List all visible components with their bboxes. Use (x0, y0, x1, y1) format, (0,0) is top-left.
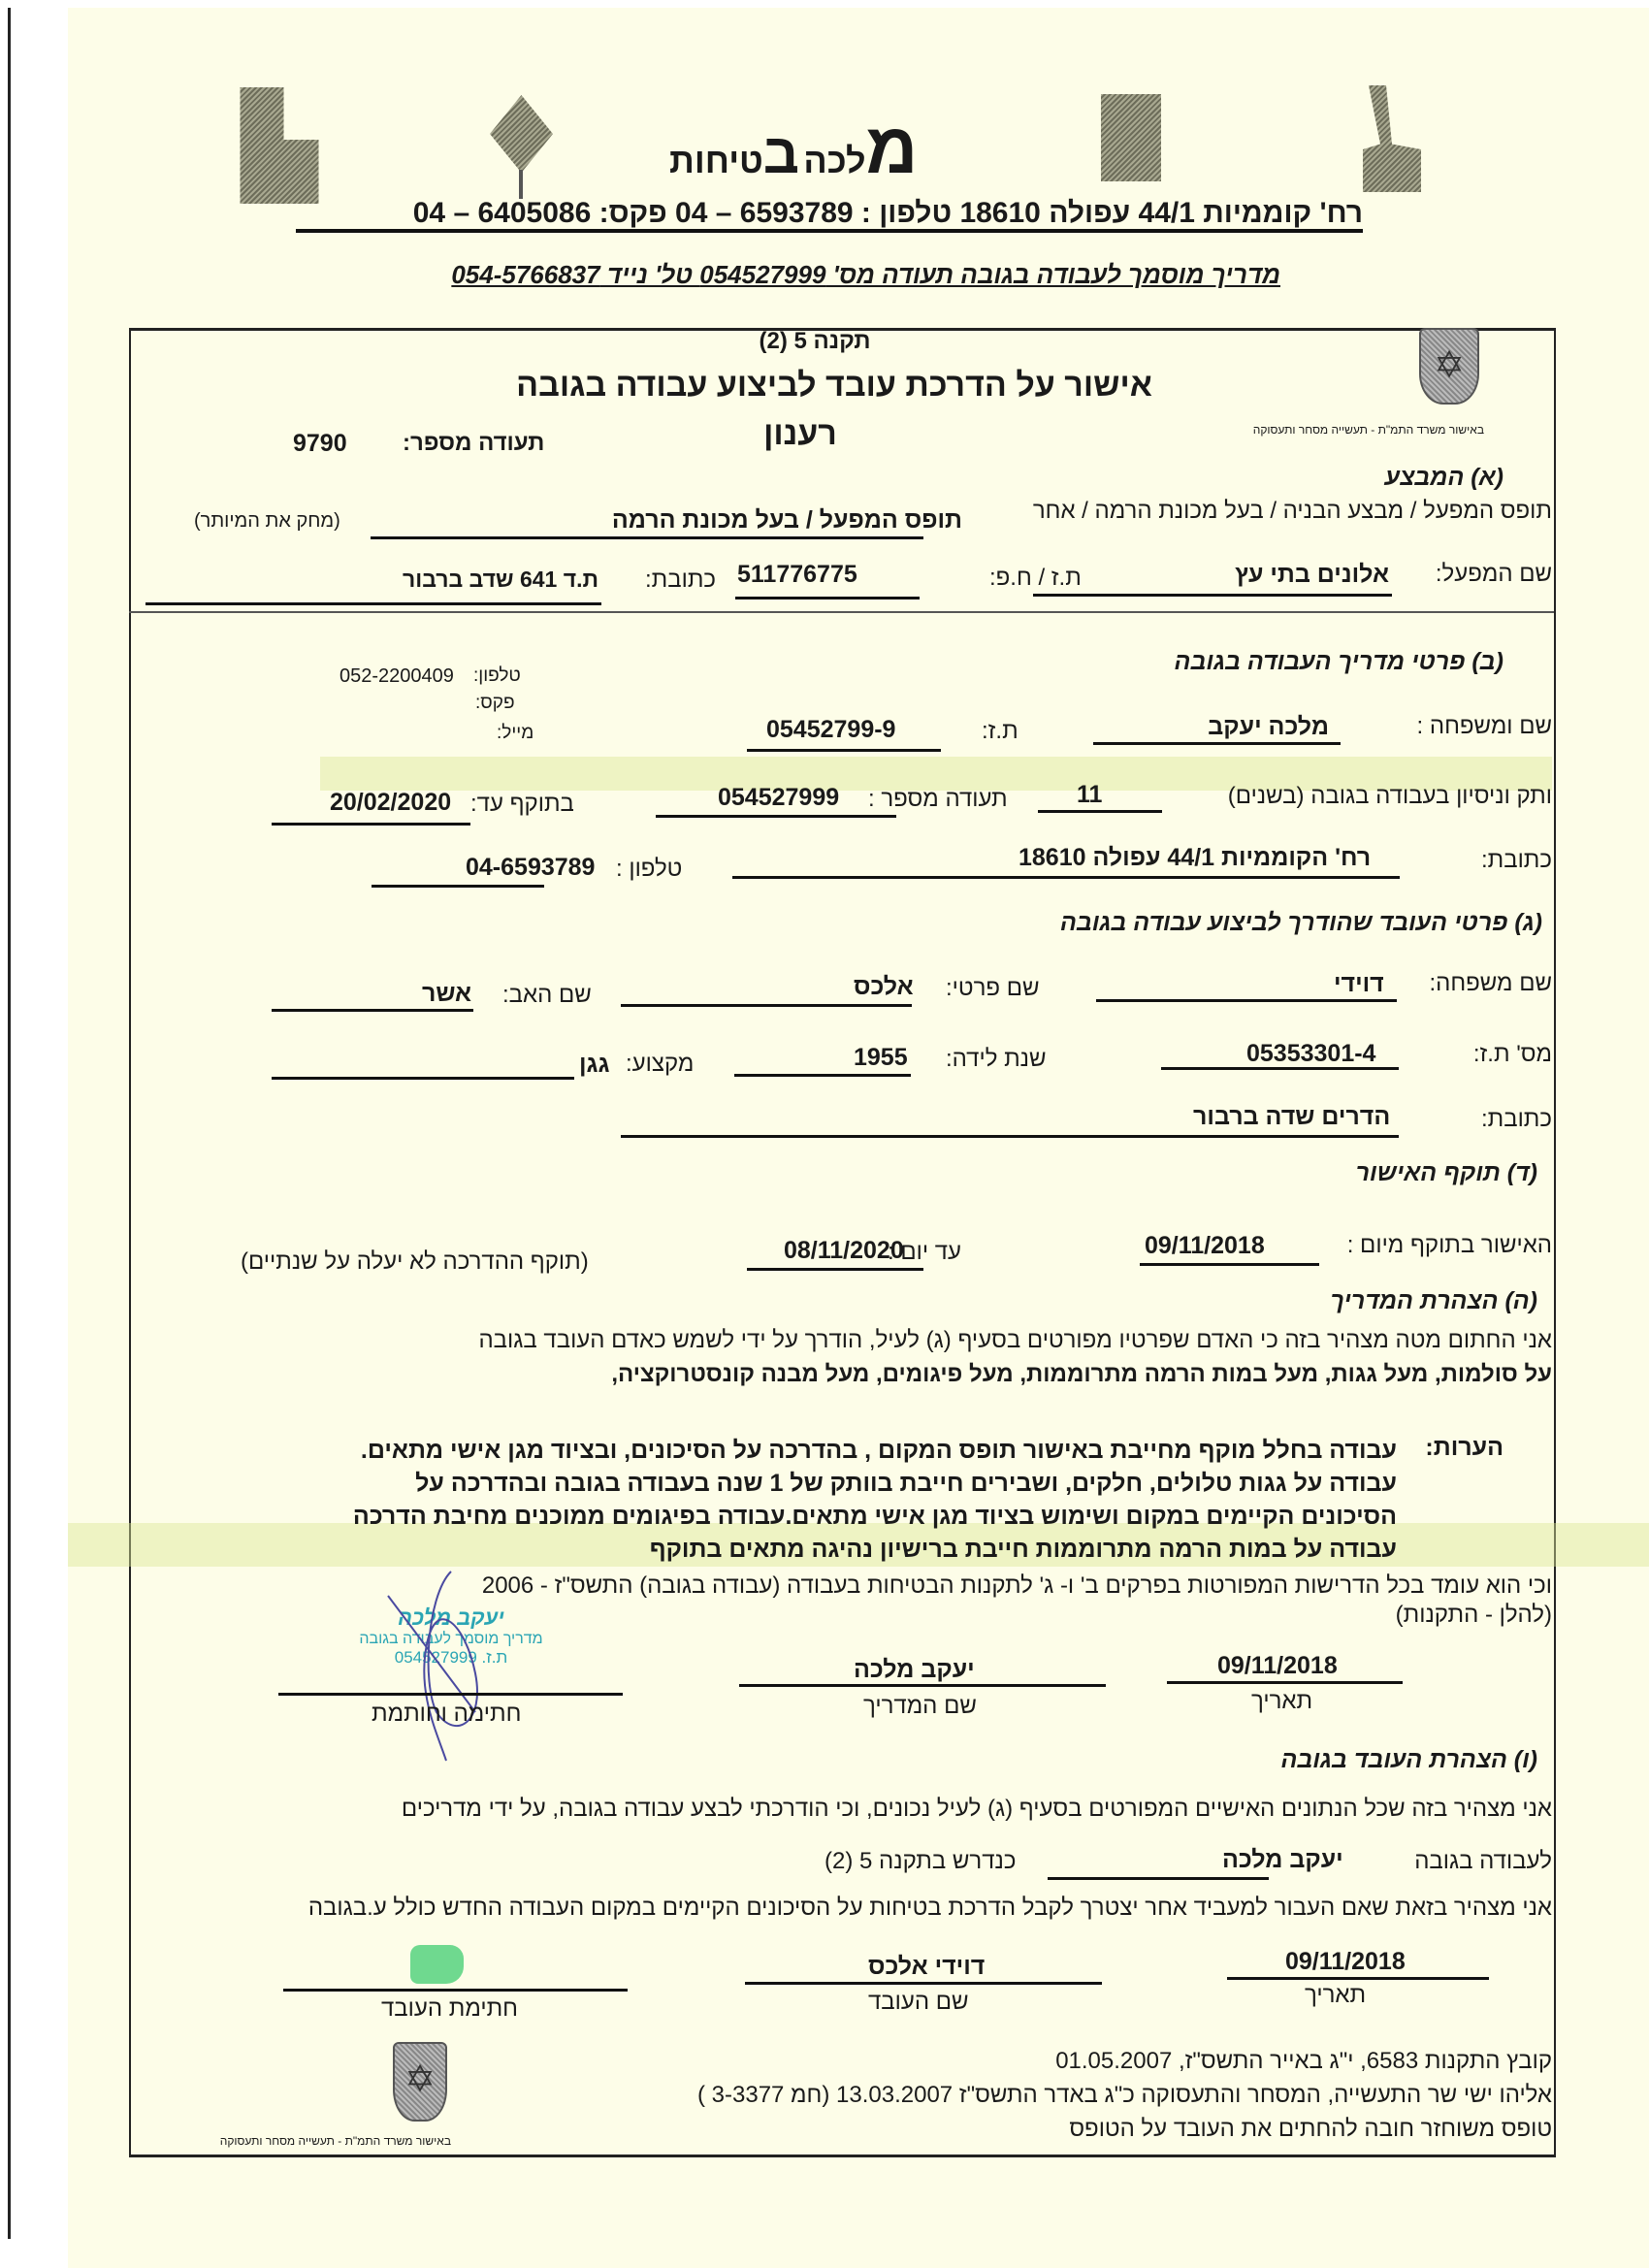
cert-number-label: תעודה מספר: (403, 430, 545, 456)
instructor-declaration-line1: אני החתום מטה מצהיר בזה כי האדם שפרטיו מפורטים בסעיף (ג) לעיל, הודרך על ידי לשמש כאדם העובד בגובה (478, 1327, 1552, 1353)
valid-from-label: האישור בתוקף מיום : (1346, 1232, 1552, 1258)
valid-from-value[interactable]: 09/11/2018 (1145, 1232, 1265, 1259)
company-id-value[interactable]: 511776775 (737, 561, 857, 588)
instructor-decl-date-value[interactable]: 09/11/2018 (1217, 1652, 1338, 1679)
scan-edge (8, 8, 11, 2239)
company-address-value[interactable]: ת.ד 641 שדב ברבור (403, 567, 598, 592)
worker-signature-mark (410, 1945, 464, 1984)
address-underline (296, 229, 1363, 233)
instructor-tel-label: טלפון : (616, 856, 683, 882)
signature-underline (278, 1693, 623, 1696)
validity-note: (תוקף ההדרכה לא יעלה על שנתיים) (241, 1248, 589, 1275)
worker-birth-value[interactable]: 1955 (854, 1044, 908, 1071)
stamp-id: ת.ז. 054527999 (394, 1648, 508, 1667)
worker-declaration-prefix: לעבודה בגובה (1414, 1848, 1552, 1874)
state-emblem-footer-icon (393, 2042, 447, 2122)
footer-ministry-caption: באישור משרד התמ"ת - תעשייה מסחר ותעסוקה (219, 2134, 451, 2148)
worker-name-value[interactable]: דוידי אלכס (868, 1953, 986, 1980)
experience-underline (1038, 810, 1162, 813)
cert-number-value: 9790 (293, 430, 347, 457)
instructor-phone-label: טלפון: (473, 665, 521, 686)
worker-decl-date-label: תאריך (1305, 1982, 1367, 2008)
instructor-valid-value[interactable]: 20/02/2020 (330, 789, 452, 816)
factory-name-value[interactable]: אלונים בתי עץ (1235, 561, 1389, 588)
company-name-mem: מ (865, 108, 919, 188)
remark-3: הסיכונים הקיימים במקום ושימוש בציוד מגן אישי מתאים.עבודה בפיגומים ממוכנים מחיבת הדרכה (352, 1503, 1397, 1530)
instructor-fax-label: פקס: (475, 693, 515, 713)
worker-profession-label: מקצוע: (626, 1051, 695, 1077)
worker-decl-date-value[interactable]: 09/11/2018 (1285, 1948, 1406, 1975)
company-id-label: ת.ז / ח.פ: (989, 565, 1082, 591)
page-title: אישור על הדרכת עובד לביצוע עבודה בגובה (516, 367, 1152, 404)
footer-line2: אליהו ישי שר התעשייה, המסחר והתעסוקה כ"ג באדר התשס"ז 13.03.2007 (חמ 3-3377 ) (696, 2082, 1552, 2108)
worker-declaration-line3: אני מצהיר בזאת שאם העבור למעביד אחר יצטרך לקבל הדרכת בטיחות על הסיכונים הקיימים במקום העבודה החדש כולל ע.בגובה (307, 1895, 1552, 1921)
remark-2: עבודה על גגות טלולים, חלקים, ושבירים חייבת בוותק של 1 שנה בעבודה בגובה ובהדרכה על (415, 1470, 1397, 1497)
remark-4: עבודה על במות הרמה מתרוממות חייבת ברישיון נהיגה מתאים בתוקף (649, 1536, 1397, 1563)
instructor-valid-underline (272, 823, 470, 826)
instructor-cert-value[interactable]: 054527999 (718, 784, 840, 811)
worker-profession-value[interactable]: גגן (579, 1051, 610, 1078)
instructor-id-underline (747, 749, 941, 752)
instructor-address-underline (732, 876, 1400, 879)
instructor-address-value[interactable]: רח' הקוממיות 44/1 עפולה 18610 (1018, 844, 1372, 871)
worker-name-underline (745, 1982, 1102, 1985)
worker-last-name-label: שם משפחה: (1429, 970, 1552, 996)
valid-from-underline (1140, 1263, 1319, 1266)
instructor-valid-label: בתוקף עד: (470, 791, 574, 817)
worker-id-value[interactable]: 05353301-4 (1246, 1040, 1376, 1067)
worker-id-underline (1161, 1067, 1399, 1070)
instructor-decl-date-underline (1167, 1681, 1403, 1684)
worker-last-name-value[interactable]: דוידי (1334, 970, 1384, 997)
instructor-signature (369, 1567, 495, 1770)
valid-to-value[interactable]: 08/11/2020 (784, 1237, 904, 1264)
section-b-heading: (ב) פרטי מדריך העבודה בגובה (1174, 648, 1504, 675)
footer-line1: קובץ התקנות 6583, י"ג באייר התשס"ז, 01.05.2007 (1055, 2048, 1552, 2074)
company-address-line: רח' קוממיות 44/1 עפולה 18610 טלפון : 6593789 – 04 פקס: 6405086 – 04 (412, 197, 1363, 229)
instructor-cert-label: תעודה מספר : (868, 786, 1008, 812)
instructor-address-label: כתובת: (1480, 847, 1552, 873)
remark-1: עבודה בחלל מוקף מחייבת באישור תופס המקום , בהדרכה על הסיכונים, ובציוד מגן אישי מתאים. (360, 1437, 1397, 1464)
worker-last-name-underline (1096, 999, 1397, 1002)
instructor-id-value[interactable]: 05452799-9 (766, 716, 896, 743)
role-value[interactable]: תופס המפעל / בעל מכונת הרמה (611, 506, 962, 534)
company-name-part: לכה (803, 141, 866, 180)
regulation-label: תקנה 5 (2) (759, 328, 871, 354)
instructor-email-label: מייל: (497, 723, 534, 743)
safety-harness-icon (1101, 94, 1161, 181)
section-d-heading: (ד) תוקף האישור (1355, 1159, 1537, 1186)
worker-birth-label: שנת לידה: (946, 1046, 1047, 1072)
experience-label: ותק וניסיון בעבודה בגובה (בשנים) (1227, 783, 1552, 809)
worker-id-label: מס' ת.ז: (1472, 1041, 1552, 1067)
compliance-line1: וכי הוא עומד בכל הדרישות המפורטות בפרקים ב' ו- ג' לתקנות הבטיחות בעבודה (עבודה בגובה) התשס"ז - 2006 (481, 1572, 1552, 1599)
instructor-phone-value: 052-2200409 (340, 665, 454, 687)
instructor-name-sig-label: שם המדריך (863, 1693, 977, 1719)
worker-father-label: שם האב: (502, 982, 592, 1008)
section-c-heading: (ג) פרטי העובד שהודרך לביצוע עבודה בגובה (1059, 909, 1542, 936)
worker-address-label: כתובת: (1480, 1106, 1552, 1132)
company-address-underline (146, 602, 601, 605)
worker-address-underline (621, 1135, 1399, 1138)
section-f-heading: (ו) הצהרת העובד בגובה (1280, 1746, 1537, 1773)
factory-underline (1033, 594, 1392, 597)
instructor-name-label: שם ומשפחה : (1416, 713, 1552, 739)
instructor-name-underline (1093, 742, 1341, 745)
worker-profession-underline (272, 1077, 574, 1080)
company-logo-text (669, 107, 918, 194)
signature-stamp-label: חתימה וחותמת (372, 1701, 522, 1727)
section-a-heading: (א) המבצע (1384, 464, 1504, 491)
role-options: תופס המפעל / מבצע הבניה / בעל מכונת הרמה / אחר (1032, 498, 1552, 524)
valid-to-underline (747, 1268, 923, 1271)
section-e-heading: (ה) הצהרת המדריך (1330, 1287, 1537, 1314)
instructor-line: מדריך מוסמך לעבודה בגובה תעודה מס' 054527999 טל' נייד 054-5766837 (451, 260, 1280, 289)
worker-first-name-underline (621, 1004, 912, 1007)
worker-decl-date-underline (1227, 1977, 1489, 1980)
instructor-name-value[interactable]: מלכה יעקב (1208, 713, 1329, 740)
role-note: (מחק את המיותר) (194, 510, 340, 532)
stamp-name: יעקב מלכה (398, 1605, 504, 1630)
instructor-cert-underline (656, 815, 896, 818)
fall-arrester-cable (519, 170, 523, 199)
role-underline (371, 536, 923, 539)
worker-first-name-label: שם פרטי: (946, 975, 1040, 1001)
instructor-id-label: ת.ז: (982, 718, 1018, 744)
worker-signature-underline (283, 1989, 628, 1992)
worker-birth-underline (734, 1074, 911, 1077)
valid-to-label: עד יום : (888, 1239, 962, 1265)
worker-declaration-line1: אני מצהיר בזה שכל הנתונים האישיים המפורטים בסעיף (ג) לעיל נכונים, וכי הודרכתי לבצע עבודה בגובה, על ידי מדריכים (401, 1796, 1552, 1822)
state-emblem-icon (1419, 328, 1479, 405)
compliance-line2: (להלן - התקנות) (1395, 1602, 1552, 1628)
instructor-decl-date-label: תאריך (1251, 1688, 1313, 1714)
page-subtitle: רענון (763, 415, 837, 452)
worker-address-value[interactable]: הדרים שדה ברבור (1193, 1103, 1391, 1130)
company-name-bet: ב (762, 122, 799, 185)
instructor-name-sig-underline (739, 1684, 1106, 1687)
company-address-label: כתובת: (645, 567, 717, 593)
instructor-tel-value[interactable]: 04-6593789 (466, 854, 596, 881)
section-divider (129, 611, 1554, 613)
stamp-title: מדריך מוסמך לעבודה בגובה (359, 1631, 543, 1647)
footer-line3: טופס משוחזר חובה להחתים את העובד על הטופס (1069, 2116, 1552, 2142)
worker-declaration-suffix: כנדרש בתקנה 5 (2) (824, 1848, 1017, 1874)
experience-value[interactable]: 11 (1077, 781, 1103, 808)
worker-signature-label: חתימת העובד (381, 1995, 518, 2022)
factory-name-label: שם המפעל: (1435, 561, 1552, 587)
worker-declaration-underline (1048, 1877, 1269, 1880)
worker-first-name-value[interactable]: אלכס (854, 973, 914, 1000)
company-name-end: טיחות (669, 141, 763, 180)
instructor-tel-underline (372, 885, 544, 888)
company-id-underline (735, 597, 920, 599)
worker-father-underline (272, 1009, 473, 1012)
ministry-caption: באישור משרד התמ"ת - תעשייה מסחר ותעסוקה (1252, 423, 1484, 437)
worker-declaration-instructor[interactable]: יעקב מלכה (1222, 1846, 1343, 1873)
worker-father-value[interactable]: אשר (422, 980, 472, 1007)
worker-name-label: שם העובד (868, 1989, 969, 2015)
remarks-label: הערות: (1425, 1434, 1504, 1461)
instructor-declaration-line2: על סולמות, מעל גגות, מעל במות הרמה מתרוממות, מעל פיגומים, מעל מבנה קונסטרוקציה, (611, 1361, 1552, 1387)
instructor-name-sig-value[interactable]: יעקב מלכה (854, 1656, 975, 1683)
